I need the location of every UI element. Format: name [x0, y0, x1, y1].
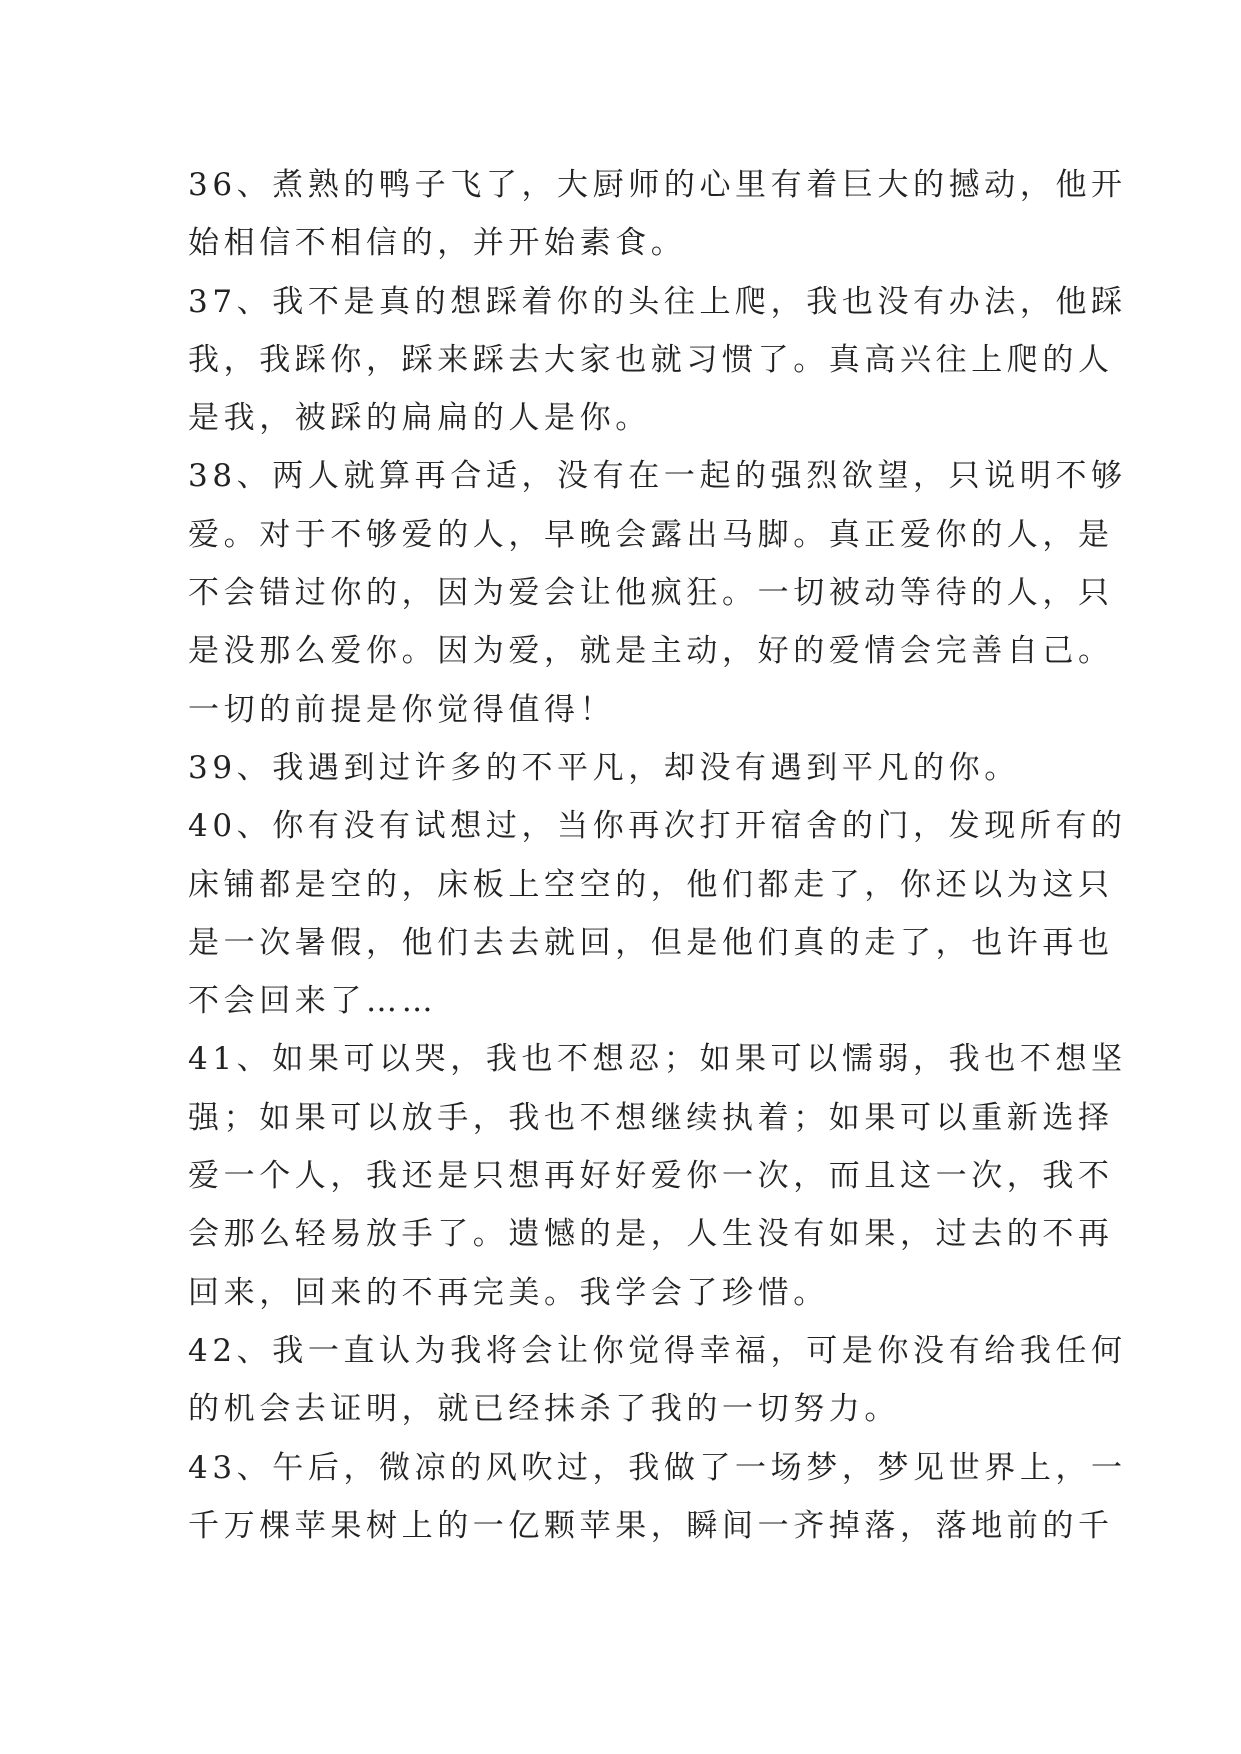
text-line: 的机会去证明，就已经抹杀了我的一切努力。 — [188, 1391, 900, 1428]
text-line: 爱一个人，我还是只想再好好爱你一次，而且这一次，我不 — [188, 1158, 1114, 1195]
text-line: 一切的前提是你觉得值得！ — [188, 691, 616, 728]
text-line: 我，我踩你，踩来踩去大家也就习惯了。真高兴往上爬的人 — [188, 341, 1114, 378]
text-line: 爱。对于不够爱的人，早晚会露出马脚。真正爱你的人，是 — [188, 516, 1114, 553]
text-line: 会那么轻易放手了。遗憾的是，人生没有如果，过去的不再 — [188, 1216, 1114, 1253]
text-line: 是一次暑假，他们去去就回，但是他们真的走了，也许再也 — [188, 924, 1114, 961]
text-line: 40、你有没有试想过，当你再次打开宿舍的门，发现所有的 — [188, 808, 1127, 845]
text-line: 强；如果可以放手，我也不想继续执着；如果可以重新选择 — [188, 1099, 1114, 1136]
text-line: 不会回来了…… — [188, 983, 438, 1020]
text-line: 是没那么爱你。因为爱，就是主动，好的爱情会完善自己。 — [188, 633, 1114, 670]
text-line: 38、两人就算再合适，没有在一起的强烈欲望，只说明不够 — [188, 458, 1127, 495]
text-line: 36、煮熟的鸭子飞了，大厨师的心里有着巨大的撼动，他开 — [188, 167, 1127, 203]
text-line: 是我，被踩的扁扁的人是你。 — [188, 400, 651, 437]
text-line: 42、我一直认为我将会让你觉得幸福，可是你没有给我任何 — [188, 1332, 1127, 1369]
text-line: 回来，回来的不再完美。我学会了珍惜。 — [188, 1274, 829, 1311]
text-line: 不会错过你的，因为爱会让他疯狂。一切被动等待的人，只 — [188, 575, 1114, 612]
text-line: 始相信不相信的，并开始素食。 — [188, 225, 687, 262]
text-line: 37、我不是真的想踩着你的头往上爬，我也没有办法，他踩 — [188, 283, 1127, 320]
text-line: 39、我遇到过许多的不平凡，却没有遇到平凡的你。 — [188, 749, 1020, 786]
text-line: 千万棵苹果树上的一亿颗苹果，瞬间一齐掉落，落地前的千 — [188, 1507, 1114, 1544]
text-line: 43、午后，微凉的风吹过，我做了一场梦，梦见世界上，一 — [188, 1449, 1127, 1486]
text-line: 床铺都是空的，床板上空空的，他们都走了，你还以为这只 — [188, 866, 1114, 903]
text-line: 41、如果可以哭，我也不想忍；如果可以懦弱，我也不想坚 — [188, 1041, 1127, 1078]
document-body — [188, 156, 1127, 1555]
